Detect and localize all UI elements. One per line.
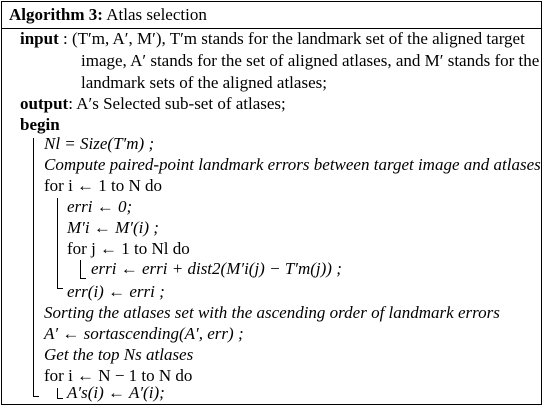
comment-compute: Compute paired-point landmark errors between target image and atlases	[44, 155, 541, 174]
comment-sort: Sorting the atlases set with the ascending order of landmark errors	[44, 303, 500, 322]
input-line-3: landmark sets of the aligned atlases;	[81, 73, 327, 92]
begin-block-bar	[33, 138, 34, 396]
line-select-assign: A′s(i) ← A′(i);	[67, 383, 165, 402]
input-line-1	[20, 29, 525, 49]
begin-keyword: begin	[20, 115, 60, 134]
input-text-1: : (T′m, A′, M′), T′m stands for the landmark set of the aligned target	[63, 29, 525, 48]
algorithm-title-row	[2, 2, 541, 29]
algorithm-title	[9, 5, 207, 25]
for-outer: for i ← 1 to N do	[44, 176, 163, 195]
output-keyword: output	[20, 94, 69, 113]
for-inner: for j ← 1 to Nl do	[67, 239, 190, 258]
input-keyword: input	[20, 29, 59, 48]
for-last-block-bar	[57, 388, 58, 398]
line-nl-assign: Nl = Size(T′m) ;	[44, 134, 155, 153]
for-outer-block-end	[57, 288, 63, 289]
for-inner-block-bar	[80, 260, 81, 278]
for-inner-block-end	[80, 278, 86, 279]
line-sort-assign: A′ ← sortascending(A′, err) ;	[44, 324, 244, 343]
line-err-update: erri ← erri + dist2(M′i(j) − T′m(j)) ;	[91, 259, 342, 278]
for-last: for i ← N − 1 to N do	[44, 366, 193, 385]
output-line	[20, 94, 286, 114]
output-text: : A′s Selected sub-set of atlases;	[68, 94, 286, 113]
begin-block-end	[33, 396, 39, 397]
input-line-2: image, A′ stands for the set of aligned atlases, and M′ stands for the	[81, 51, 540, 70]
for-last-block-end	[57, 398, 63, 399]
for-outer-block-bar	[57, 198, 58, 288]
comment-top: Get the top Ns atlases	[44, 345, 194, 364]
algorithm-name: Atlas selection	[106, 5, 207, 24]
line-err-init: erri ← 0;	[67, 197, 133, 216]
line-m-assign: M′i ← M′(i) ;	[67, 218, 159, 237]
algorithm-number: Algorithm 3:	[9, 5, 103, 24]
line-err-store: err(i) ← erri ;	[67, 282, 165, 301]
